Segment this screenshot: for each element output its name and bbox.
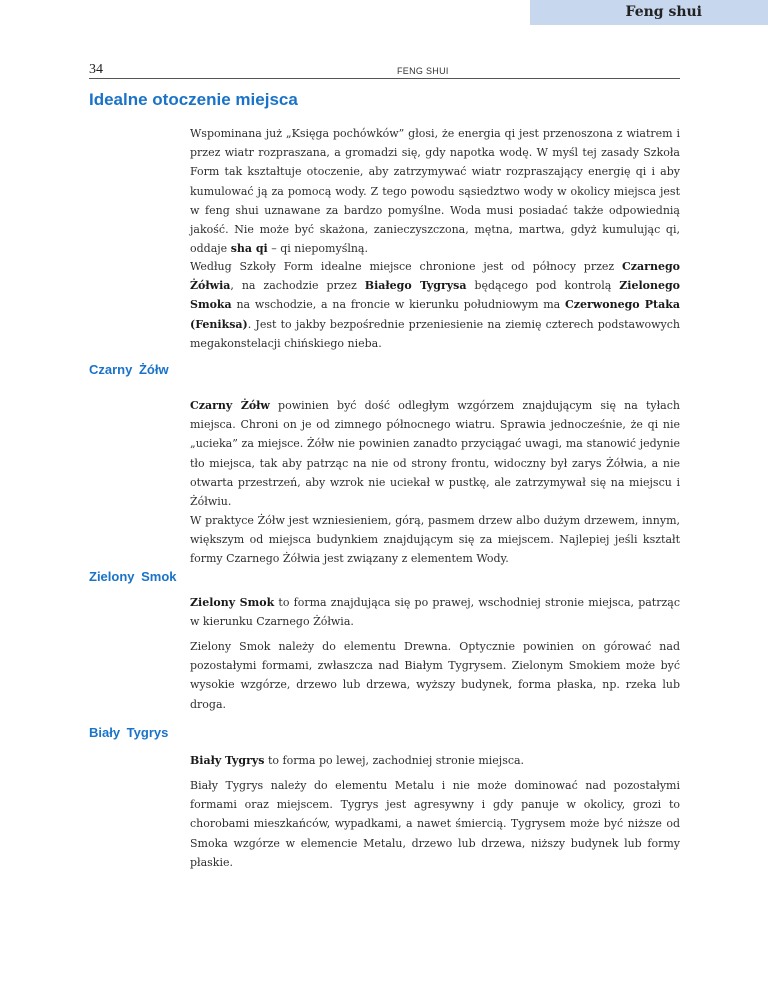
chapter-tab-label: Feng shui (625, 4, 702, 20)
dragon-term: Zielony Smok (190, 596, 275, 609)
form-term-phoenix: Czerwonego Ptaka (Feniksa) (190, 298, 680, 331)
heading-white-tiger: Biały Tygrys (89, 725, 169, 740)
tiger-paragraph-1 (190, 751, 680, 770)
turtle-paragraph-1 (190, 396, 680, 511)
form-text-3: będącego pod kontrolą (466, 279, 620, 293)
turtle-term: Czarny Żółw (190, 399, 270, 412)
header-rule (89, 78, 680, 79)
form-school-paragraph (190, 257, 680, 353)
tiger-paragraph-2: Biały Tygrys należy do elementu Metalu i nie może dominować nad pozostałymi formami oraz miejscem. Tygrys jest agresywny i gdy panuje w okolicy, grozi to chorobami mieszkańców, wypadkami, a nawet śmiercią. Tygrysem może być niższe od Smoka wzgórze w elemencie Metalu, drzewo lub drzewa, niższy budynek lub formy płaskie. (190, 779, 680, 869)
page-number: 34 (89, 62, 103, 77)
form-text-5: . Jest to jakby bezpośrednie przeniesienie na ziemię czterech podstawowych megakonstelacji chińskiego nieba. (190, 317, 680, 350)
running-header: FENG SHUI (397, 66, 449, 76)
section-title: Idealne otoczenie miejsca (89, 90, 298, 109)
intro-text: Wspominana już „Księga pochówków” głosi, że energia qi jest przenoszona z wiatrem i przez wiatr rozpraszana, a gromadzi się, gdy napotka wodę. W myśl tej zasady Szkoła Form tak kształtuje otoczenie, aby zatrzymywać wiatr rozpraszający energię qi i aby kumulować ją za pomocą wody. Z tego powodu sąsiedztwo wody w okolicy miejsca jest w feng shui uznawane za bardzo pomyślne. Woda musi posiadać także odpowiednią jakość. Nie może być skażona, zanieczyszczona, mętna, martwa, gdyż kumulując qi, oddaje (190, 127, 680, 256)
tiger-text: to forma po lewej, zachodniej stronie miejsca. (264, 754, 525, 767)
intro-text-end: – qi niepomyślną. (267, 242, 368, 256)
form-term-dragon: Zielonego Smoka (190, 279, 680, 312)
turtle-paragraph-2: W praktyce Żółw jest wzniesieniem, górą, pasmem drzew albo dużym drzewem, innym, większym od miejsca budynkiem znajdującym się za miejscem. Najlepiej jeśli kształt formy Czarnego Żółwia jest związany z elementem Wody. (190, 514, 680, 566)
form-text-4: na wschodzie, a na froncie w kierunku południowym ma (231, 298, 565, 312)
form-term-turtle: Czarnego Żółwia (190, 260, 680, 293)
heading-green-dragon: Zielony Smok (89, 569, 177, 584)
dragon-text: to forma znajdująca się po prawej, wschodniej stronie miejsca, patrząc w kierunku Czarnego Żółwia. (190, 596, 681, 629)
dragon-paragraph-1 (190, 593, 680, 631)
heading-black-turtle: Czarny Żółw (89, 362, 169, 377)
form-text-1: Według Szkoły Form idealne miejsce chronione jest od północy przez (190, 260, 623, 273)
form-text-2: , na zachodzie przez (230, 279, 365, 293)
turtle-text: powinien być dość odległym wzgórzem znajdującym się na tyłach miejsca. Chroni on je od zimnego północnego wiatru. Sprawia jednocześnie, że qi nie „ucieka” za miejsce. Żółw nie powinien zanadto przyciągać uwagi, ma stanowić jedynie tło miejsca, tak aby patrząc na nie od strony frontu, widoczny był zarys Żółwia, a nie otwarta przestrzeń, aby wzrok nie uciekał w pustkę, ale zatrzymywał się na miejscu i Żółwiu. (190, 399, 680, 509)
form-term-tiger: Białego Tygrysa (364, 279, 467, 293)
dragon-paragraph-2: Zielony Smok należy do elementu Drewna. Optycznie powinien on górować nad pozostałymi formami, zwłaszcza nad Białym Tygrysem. Zielonym Smokiem może być wysokie wzgórze, drzewo lub drzewa, wyższy budynek, forma płaska, np. rzeka lub droga. (190, 640, 680, 711)
intro-paragraph (190, 124, 680, 258)
intro-term: sha qi (230, 242, 268, 256)
tiger-term: Biały Tygrys (190, 754, 265, 767)
chapter-tab (530, 0, 768, 25)
